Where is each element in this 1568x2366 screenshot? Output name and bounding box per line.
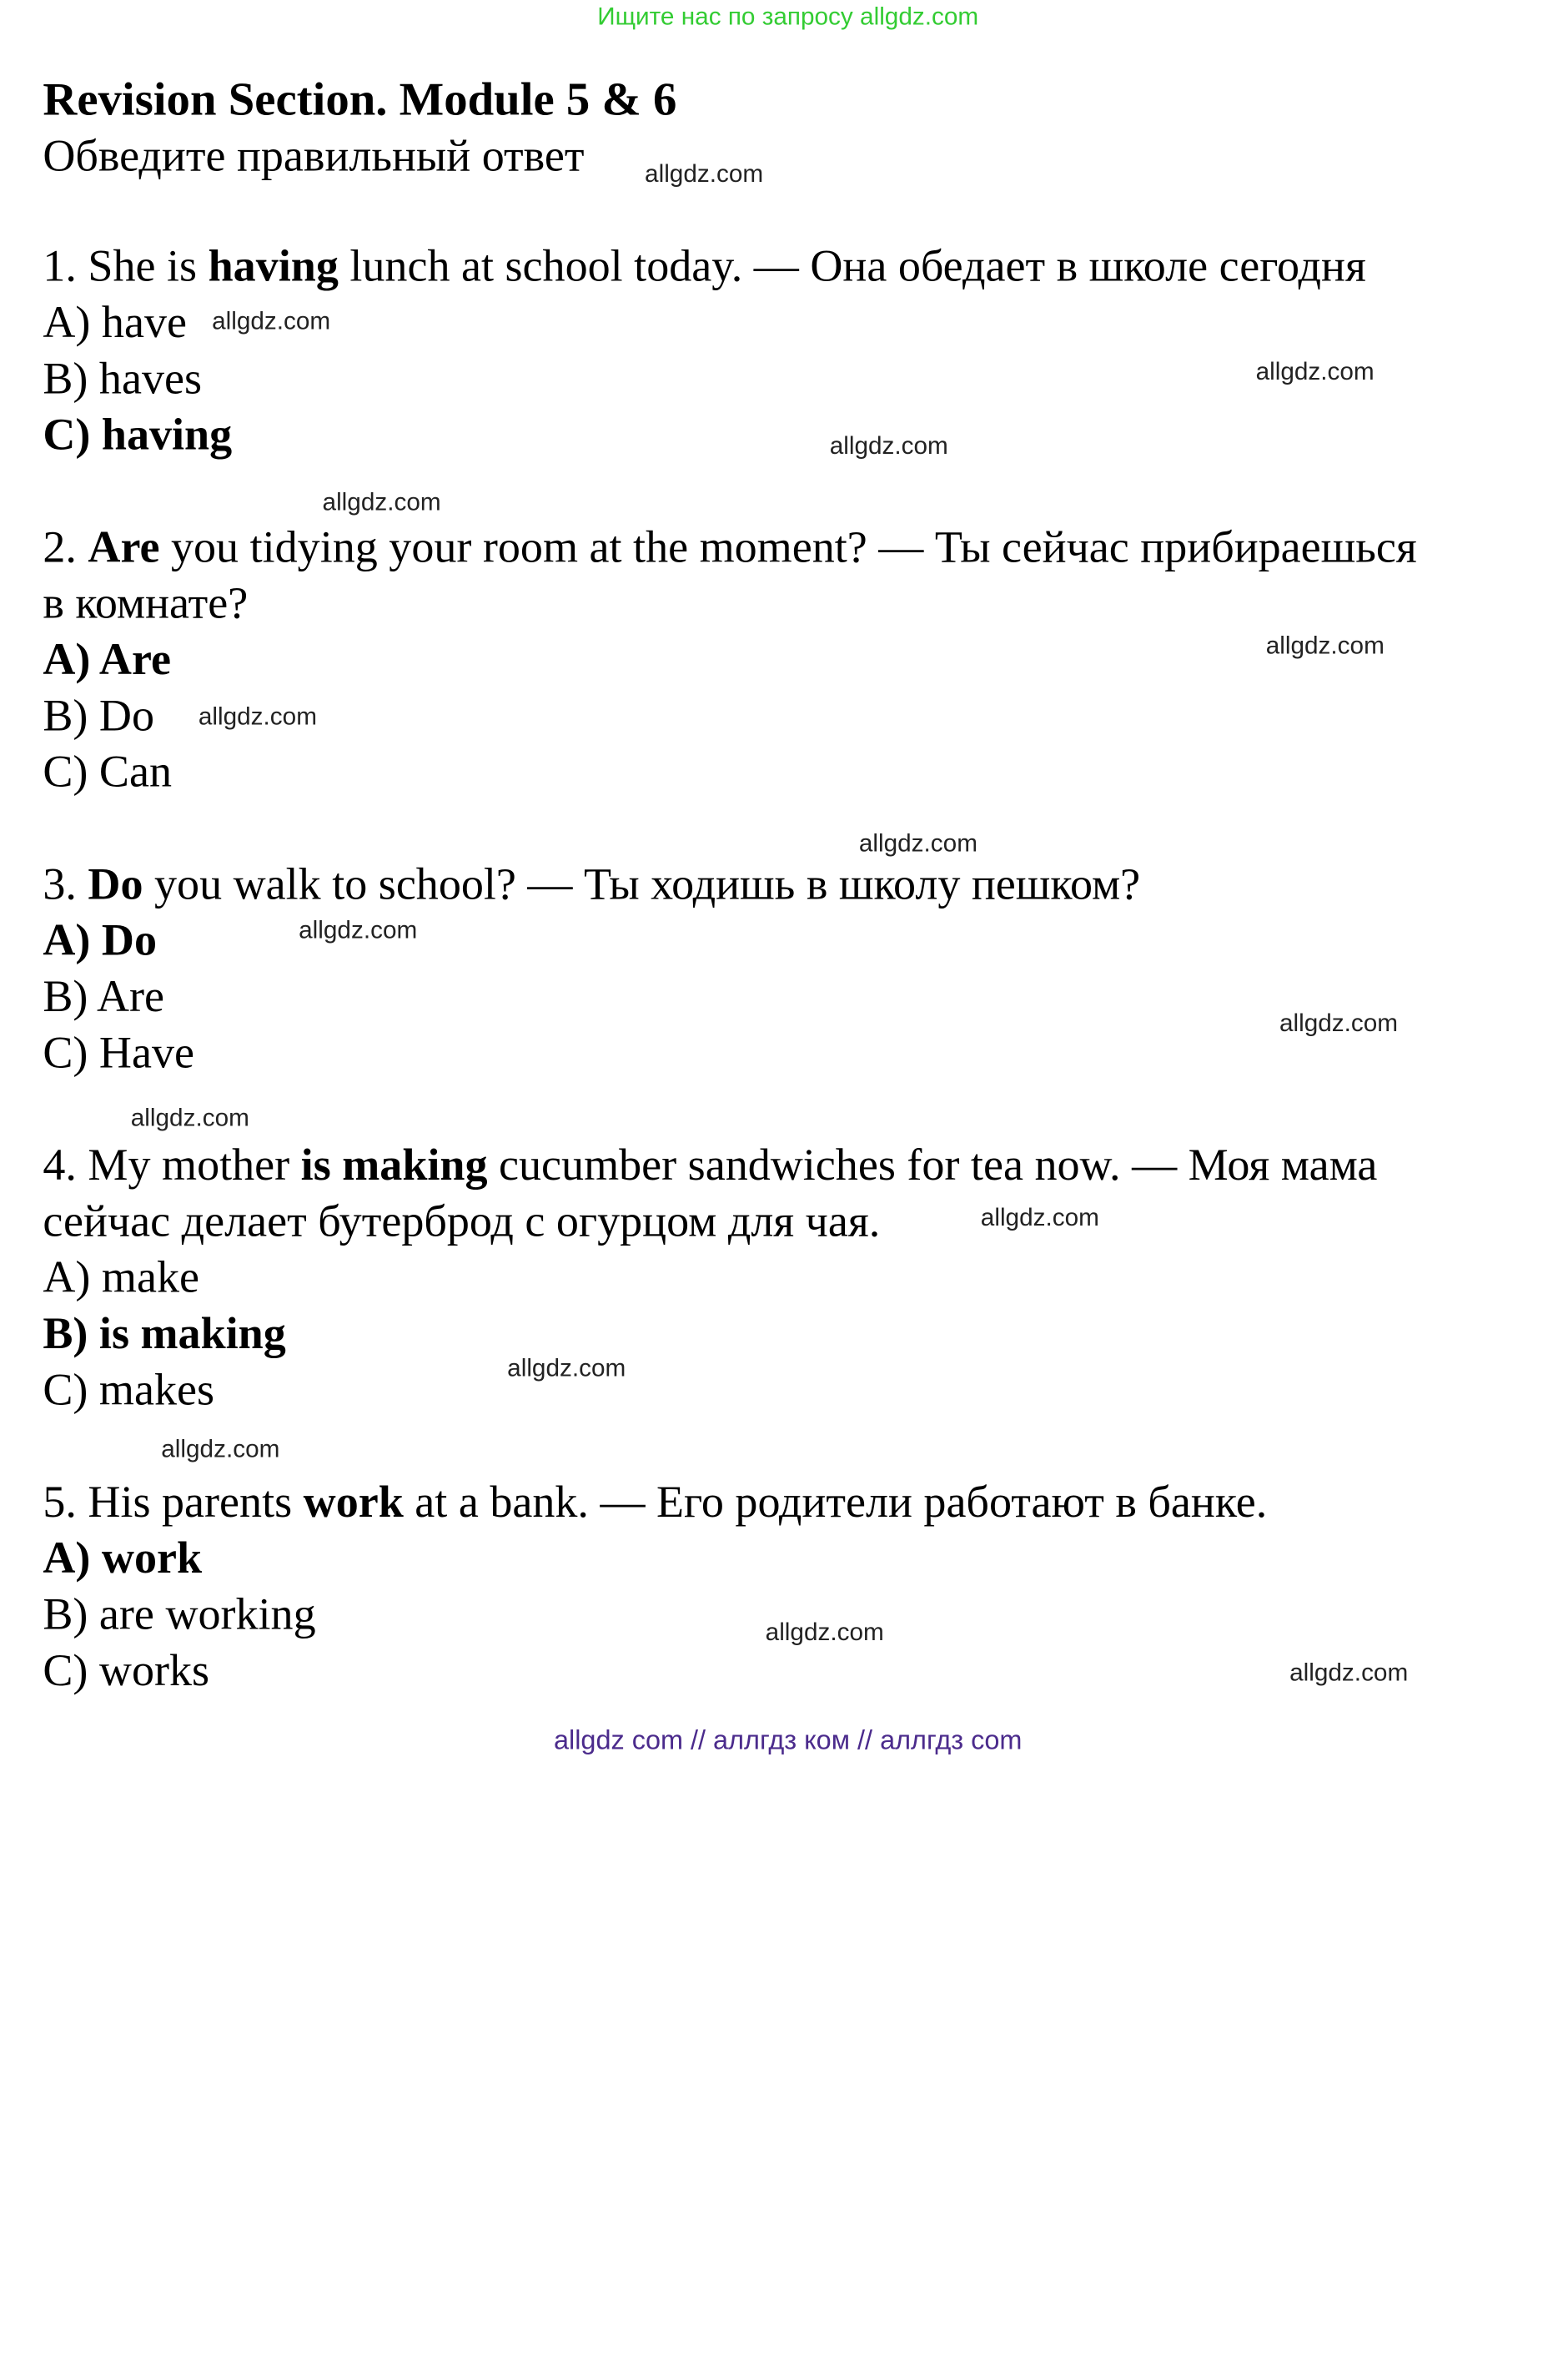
question-5-post: at a bank. — Его родители работают в банке.: [415, 1476, 1268, 1528]
question-5: [43, 1476, 1267, 1528]
question-2-line-2: в комнате?: [43, 577, 249, 628]
watermark: allgdz.com: [1255, 357, 1375, 385]
question-1-number: 1.: [43, 240, 77, 291]
watermark: allgdz.com: [130, 1103, 249, 1132]
watermark: allgdz.com: [980, 1203, 1099, 1231]
question-3-option-a-correct[interactable]: A) Do: [43, 914, 157, 965]
question-4-line-2: сейчас делает бутерброд с огурцом для чая.: [43, 1195, 881, 1246]
question-3: [43, 858, 1140, 910]
watermark: allgdz.com: [161, 1434, 280, 1463]
top-banner-link[interactable]: Ищите нас по запросу allgdz.com: [597, 2, 979, 31]
question-1-pre: She is: [88, 240, 198, 291]
question-3-number: 3.: [43, 858, 77, 909]
question-1-option-a[interactable]: A) have: [43, 296, 187, 348]
question-4-answer-word: is making: [300, 1139, 488, 1191]
watermark: allgdz.com: [1279, 1009, 1399, 1037]
watermark: allgdz.com: [858, 828, 977, 858]
question-5-option-a-correct[interactable]: A) work: [43, 1532, 203, 1583]
question-2-option-c[interactable]: C) Can: [43, 746, 173, 797]
question-4: [43, 1139, 1377, 1191]
question-5-option-b[interactable]: B) are working: [43, 1588, 316, 1639]
question-2-option-b[interactable]: B) Do: [43, 689, 155, 741]
question-2-post: you tidying your room at the moment? — Ты сейчас прибираешься: [170, 521, 1417, 572]
question-4-post: cucumber sandwiches for tea now. — Моя мама: [499, 1139, 1378, 1191]
question-4-option-b-correct[interactable]: B) is making: [43, 1307, 286, 1359]
question-3-answer-word: Do: [88, 858, 143, 909]
question-2: [43, 521, 1416, 573]
watermark: allgdz.com: [1265, 631, 1385, 660]
question-4-pre: My mother: [88, 1139, 290, 1191]
watermark: allgdz.com: [198, 702, 317, 731]
watermark: allgdz.com: [212, 306, 331, 335]
watermark: allgdz.com: [322, 487, 441, 516]
question-3-option-c[interactable]: C) Have: [43, 1026, 195, 1078]
question-4-number: 4.: [43, 1139, 77, 1191]
question-5-pre: His parents: [88, 1476, 293, 1528]
watermark: allgdz.com: [299, 915, 418, 944]
question-5-answer-word: work: [303, 1476, 404, 1528]
watermark: allgdz.com: [829, 431, 948, 460]
instruction-text: Обведите правильный ответ: [43, 130, 585, 181]
watermark: allgdz.com: [507, 1353, 626, 1382]
question-4-option-a[interactable]: A) make: [43, 1251, 199, 1302]
question-5-option-c[interactable]: C) works: [43, 1644, 210, 1696]
bottom-banner-link[interactable]: allgdz com // аллгдз ком // аллгдз com: [553, 1725, 1023, 1756]
question-4-option-c[interactable]: C) makes: [43, 1363, 215, 1415]
question-2-option-a-correct[interactable]: A) Are: [43, 633, 171, 685]
question-1-option-c-correct[interactable]: C) having: [43, 409, 233, 460]
question-3-option-b[interactable]: B) Are: [43, 970, 165, 1022]
question-3-post: you walk to school? — Ты ходишь в школу пешком?: [154, 858, 1141, 909]
watermark: allgdz.com: [765, 1618, 884, 1646]
question-1: [43, 240, 1365, 292]
question-5-number: 5.: [43, 1476, 77, 1528]
question-1-option-b[interactable]: B) haves: [43, 352, 203, 404]
watermark: allgdz.com: [1289, 1658, 1409, 1687]
question-2-number: 2.: [43, 521, 77, 572]
question-1-answer-word: having: [208, 240, 339, 291]
question-1-post: lunch at school today. — Она обедает в школе сегодня: [349, 240, 1366, 291]
question-2-answer-word: Are: [88, 521, 160, 572]
watermark: allgdz.com: [645, 159, 764, 188]
page-title: Revision Section. Module 5 & 6: [43, 73, 677, 126]
